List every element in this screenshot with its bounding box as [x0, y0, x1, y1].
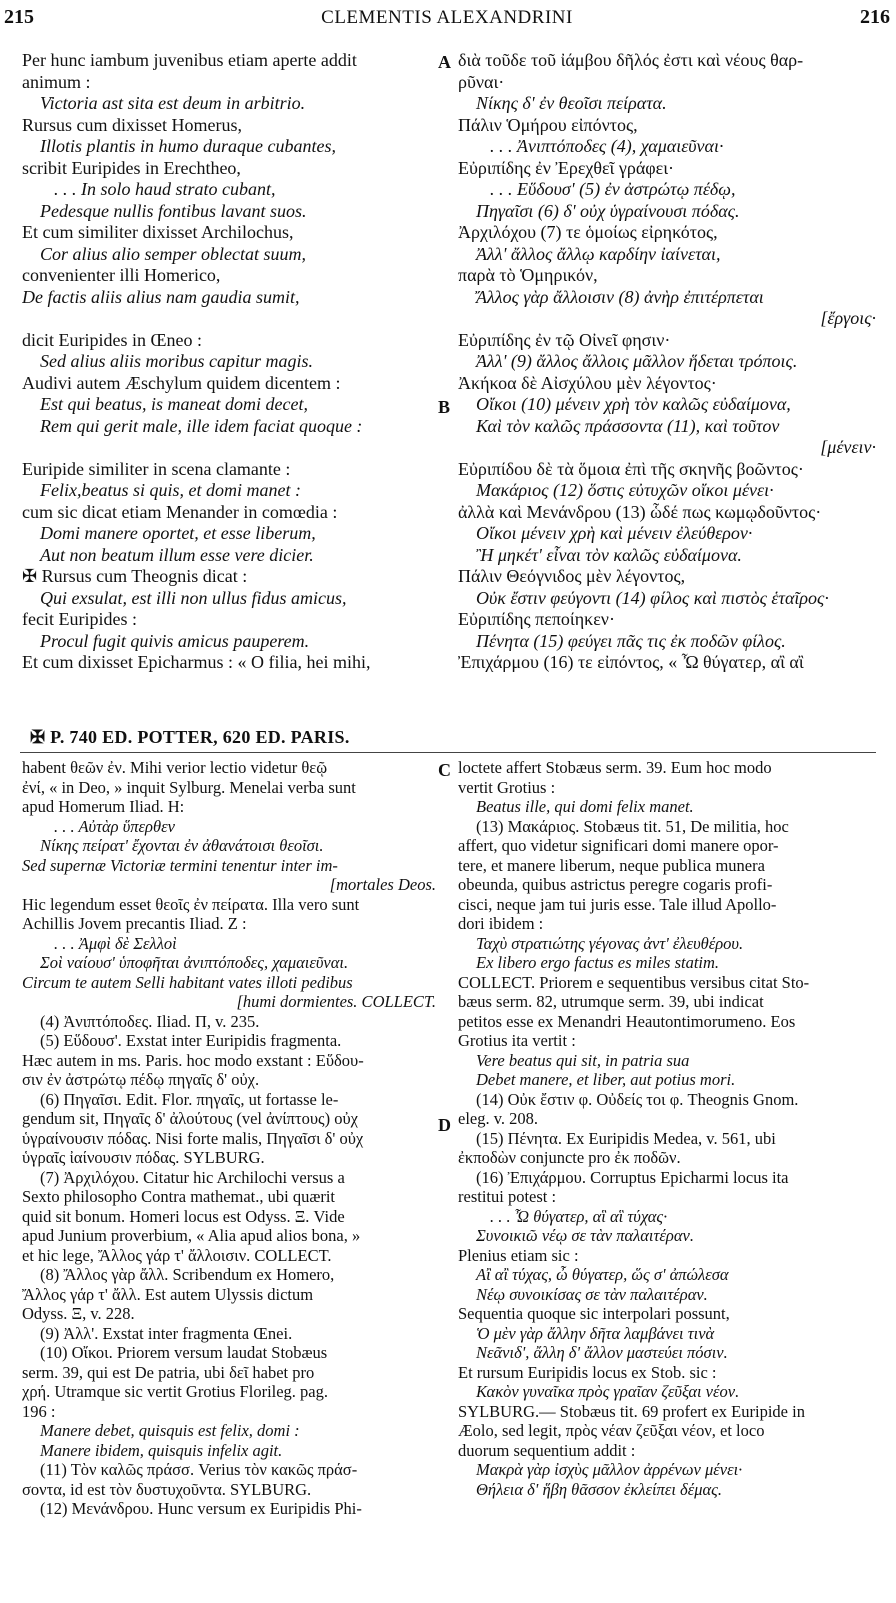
note-line: obeunda, quibus astrictus peregre cogaris profi- — [458, 875, 773, 894]
note-line: (15) Πένητα. Ex Euripidis Medea, v. 561, ubi — [476, 1128, 776, 1148]
verse-line: Domi manere oportet, et esse liberum, — [40, 523, 316, 543]
note-line: eleg. v. 208. — [458, 1109, 539, 1128]
note-verse: Debet manere, et liber, aut potius mori. — [476, 1070, 736, 1089]
text-line: Euripide similiter in scena clamante : — [22, 458, 291, 479]
text-line: Ἀρχιλόχου (7) τε ὁμοίως εἰρηκότος, — [458, 222, 718, 242]
note-verse: Beatus ille, qui domi felix manet. — [476, 797, 694, 816]
text-line: Rursus cum dixisset Homerus, — [22, 114, 242, 135]
note-verse: Sed supernæ Victoriæ termini tenentur inter im- — [22, 855, 338, 875]
note-verse: Ex libero ergo factus es miles statim. — [476, 953, 720, 972]
text-line: dicit Euripides in Œneo : — [22, 329, 202, 350]
note-line: affert, quo videtur significari domi manere opor- — [458, 836, 779, 855]
note-verse: Vere beatus qui sit, in patria sua — [476, 1050, 690, 1070]
note-line: quid sit bonum. Homeri locus est Odyss. Ξ. Vide — [22, 1206, 345, 1226]
margin-marker-d: D — [438, 1115, 451, 1135]
text-line: Εὐριπίδης πεποίηκεν· — [458, 609, 615, 629]
verse-line: Victoria ast sita est deum in arbitrio. — [40, 93, 306, 113]
text-line: Πάλιν Ὁμήρου εἰπόντος, — [458, 114, 638, 135]
note-line: (12) Μενάνδρου. Hunc versum ex Euripidis Phi- — [40, 1499, 362, 1518]
verse-line: Felix,beatus si quis, et domi manet : — [40, 480, 301, 500]
note-line: Sexto philosopho Contra mathemat., ubi quærit — [22, 1187, 336, 1206]
note-line: 196 : — [22, 1401, 56, 1421]
text-line: convenienter illi Homerico, — [22, 265, 221, 285]
note-verse: Ὁ μὲν γὰρ ἄλλην δῆτα λαμβάνει τινὰ — [476, 1323, 715, 1343]
note-verse: Συνοικιῶ νέῳ σε τὰν παλαιτέραν. — [476, 1226, 694, 1245]
verse-line: Οὐκ ἔστιν φεύγοντι (14) φίλος καὶ πιστὸς ἑταῖρος· — [476, 587, 829, 608]
note-line: vertit Grotius : — [458, 777, 556, 797]
note-line: ὑγραίνουσιν πόδας. Nisi forte malis, Πηγαῖσι δ' οὐχ — [22, 1128, 364, 1148]
note-line: Sequentia quoque sic interpolari possunt, — [458, 1304, 730, 1323]
footnote-divider — [20, 752, 876, 753]
text-line: fecit Euripides : — [22, 609, 137, 629]
note-verse: Νέῳ συνοικίσας σε τὰν παλαιτέραν. — [476, 1284, 708, 1304]
note-line: (6) Πηγαῖσι. Edit. Flor. πηγαῖς, ut fortasse le- — [40, 1089, 339, 1109]
text-line: Εὐριπίδης ἐν Ἐρεχθεῖ γράφει· — [458, 157, 675, 178]
margin-marker-c: C — [438, 760, 451, 780]
verse-line: Ἄλλος γὰρ ἄλλοισιν (8) ἀνὴρ ἐπιτέρπεται — [476, 286, 764, 307]
note-verse: . . . Ὦ θύγατερ, αἳ αἳ τύχας· — [490, 1206, 668, 1226]
note-line: Grotius ita vertit : — [458, 1031, 576, 1050]
note-line: ἐκποδὼν conjuncte pro ἐκ ποδῶν. — [458, 1148, 681, 1167]
note-verse: Νίκης πείρατ' ἔχονται ἐν ἀθανάτοισι θεοῖσι. — [40, 836, 324, 855]
text-line: Per hunc iambum juvenibus etiam aperte addit — [22, 50, 357, 70]
text-line: scribit Euripides in Erechtheo, — [22, 157, 241, 178]
text-line: Εὐριπίδης ἐν τῷ Οἰνεῖ φησιν· — [458, 329, 671, 350]
note-line: Plenius etiam sic : — [458, 1245, 579, 1265]
text-line: Et cum dixisset Epicharmus : « O filia, hei mihi, — [22, 652, 371, 672]
text-line: animum : — [22, 71, 91, 92]
note-line: duorum sequentium addit : — [458, 1440, 636, 1460]
note-verse: . . . Ἀμφὶ δὲ Σελλοὶ — [54, 933, 177, 953]
note-line: et hic lege, Ἄλλος γάρ τ' ἄλλοισιν. COLLECT. — [22, 1245, 332, 1265]
note-line: SYLBURG.— Stobæus tit. 69 profert ex Euripide in — [458, 1401, 805, 1421]
verse-line: Sed alius aliis moribus capitur magis. — [40, 351, 314, 371]
note-line: (8) Ἄλλος γὰρ ἄλλ. Scribendum ex Homero, — [40, 1265, 335, 1284]
text-line: ρῦναι· — [458, 71, 505, 92]
note-line: habent θεῶν ἐν. Mihi verior lectio videtur θεῷ — [22, 758, 328, 777]
verse-line: Νίκης δ' ἐν θεοῖσι πείρατα. — [476, 93, 667, 113]
footnotes-left-column — [22, 758, 436, 1519]
note-line: gendum sit, Πηγαῖς δ' ἀλούτους (vel ἀνίπτους) οὐχ — [22, 1109, 358, 1128]
note-line: bæus serm. 82, utrumque serm. 39, ubi indicat — [458, 992, 764, 1011]
verse-line: Cor alius alio semper oblectat suum, — [40, 243, 306, 264]
verse-line: . . . Ἀνιπτόποδες (4), χαμαιεῦναι· — [490, 136, 724, 156]
note-verse: Μακρὰ γὰρ ἰσχὺς μᾶλλον ἀρρένων μένει· — [476, 1460, 743, 1479]
verse-line: . . . In solo haud strato cubant, — [54, 179, 276, 199]
note-verse-continuation: [humi dormientes. COLLECT. — [236, 992, 436, 1011]
note-line: (4) Ἀνιπτόποδες. Iliad. Π, v. 235. — [40, 1011, 260, 1031]
margin-marker-a: A — [438, 52, 451, 72]
text-line: Πάλιν Θεόγνιδος μὲν λέγοντος, — [458, 566, 686, 586]
note-verse: Κακὸν γυναῖκα πρὸς γραῖαν ζεῦξαι νέον. — [476, 1382, 740, 1401]
note-line: apud Homerum Iliad. H: — [22, 797, 185, 816]
note-line: petitos esse ex Menandri Heautontimorumeno. Eos — [458, 1011, 796, 1031]
verse-line: Καὶ τὸν καλῶς πράσσοντα (11), καὶ τοῦτον — [476, 415, 780, 436]
note-verse: Σοὶ ναίουσ' ὑποφῆται ἀνιπτόποδες, χαμαιεῦναι. — [40, 953, 349, 972]
edition-reference: ✠ P. 740 ED. POTTER, 620 ED. PARIS. — [30, 727, 350, 747]
verse-line: Illotis plantis in humo duraque cubantes, — [40, 136, 336, 156]
note-line: σοντα, id est τὸν δυστυχοῦντα. SYLBURG. — [22, 1479, 312, 1499]
note-line: (5) Εὕδουσ'. Exstat inter Euripidis fragmenta. — [40, 1031, 342, 1050]
note-line: serm. 39, qui est De patria, ubi δεῖ habet pro — [22, 1362, 315, 1382]
page-number-left: 215 — [4, 6, 34, 28]
note-line: Achillis Jovem precantis Iliad. Z : — [22, 914, 247, 933]
verse-line: Aut non beatum illum esse vere dicier. — [40, 544, 314, 565]
verse-line: Est qui beatus, is maneat domi decet, — [40, 394, 308, 414]
greek-text-column — [458, 50, 876, 674]
text-line: ἀλλὰ καὶ Μενάνδρου (13) ὧδέ πως κωμῳδοῦντος· — [458, 501, 822, 522]
verse-line: Pedesque nullis fontibus lavant suos. — [40, 200, 307, 221]
note-line: Ἄλλος γάρ τ' ἄλλ. Est autem Ulyssis dictum — [22, 1284, 314, 1304]
text-line: Ἐπιχάρμου (16) τε εἰπόντος, « Ὦ θύγατερ, αἲ αἲ — [458, 652, 804, 672]
page-number-right: 216 — [860, 6, 890, 28]
verse-line: . . . Εὕδουσ' (5) ἐν ἀστρώτῳ πέδῳ, — [490, 179, 736, 199]
note-line: COLLECT. Priorem e sequentibus versibus citat Sto- — [458, 972, 810, 992]
verse-continuation: [ἔργοις· — [820, 308, 876, 328]
text-line: παρὰ τὸ Ὁμηρικόν, — [458, 265, 598, 285]
note-line: (16) Ἐπιχάρμου. Corruptus Epicharmi locus ita — [476, 1167, 789, 1187]
verse-line: Ἀλλ' ἄλλος ἄλλῳ καρδίην ἰαίνεται, — [476, 243, 721, 264]
text-line: ✠ Rursus cum Theognis dicat : — [22, 566, 248, 586]
verse-line: Μακάριος (12) ὅστις εὐτυχῶν οἴκοι μένει· — [476, 480, 774, 500]
note-line: restitui potest : — [458, 1187, 557, 1206]
text-line: Et cum similiter dixisset Archilochus, — [22, 222, 294, 242]
text-line: Ἀκήκοα δὲ Αἰσχύλου μὲν λέγοντος· — [458, 372, 717, 393]
note-line: Æolo, sed legit, πρὸς νέαν ζεῦξαι νέον, et loco — [458, 1421, 765, 1440]
note-line: (9) Ἀλλ'. Exstat inter fragmenta Œnei. — [40, 1323, 293, 1343]
note-verse: Manere ibidem, quisquis infelix agit. — [40, 1440, 283, 1460]
verse-continuation: [μένειν· — [820, 437, 876, 457]
verse-line: Οἴκοι μένειν χρὴ καὶ μένειν ἐλεύθερον· — [476, 523, 753, 543]
note-line: (14) Οὐκ ἔστιν φ. Οὐδείς τοι φ. Theognis Gnom. — [476, 1089, 799, 1109]
running-title: CLEMENTIS ALEXANDRINI — [321, 7, 573, 28]
note-line: Hæc autem in ms. Paris. hoc modo exstant : Εὕδου- — [22, 1050, 364, 1070]
note-line: (13) Μακάριος. Stobæus tit. 51, De militia, hoc — [476, 816, 789, 836]
note-line: Hic legendum esset θεοῖς ἐν πείρατα. Illa vero sunt — [22, 894, 360, 914]
text-line: Εὐριπίδου δὲ τὰ ὅμοια ἐπὶ τῆς σκηνῆς βοῶντος· — [458, 458, 804, 479]
verse-line: Qui exsulat, est illi non ullus fidus amicus, — [40, 587, 347, 608]
verse-line: Πηγαῖσι (6) δ' οὐχ ὑγραίνουσι πόδας. — [476, 200, 740, 221]
verse-line: Procul fugit quivis amicus pauperem. — [40, 630, 310, 651]
note-verse: Νεᾶνιδ', ἄλλη δ' ἄλλον μαστεύει πόσιν. — [476, 1343, 728, 1362]
note-line: χρή. Utramque sic vertit Grotius Florileg. pag. — [22, 1382, 329, 1401]
note-line: ἐνί, « in Deo, » inquit Sylburg. Menelai verba sunt — [22, 777, 356, 797]
verse-line: Οἴκοι (10) μένειν χρὴ τὸν καλῶς εὐδαίμονα, — [476, 394, 791, 414]
text-line: Audivi autem Æschylum quidem dicentem : — [22, 372, 341, 393]
note-verse: Αἲ αἲ τύχας, ὦ θύγατερ, ὥς σ' ἀπώλεσα — [476, 1265, 729, 1284]
blank-line — [22, 308, 436, 330]
latin-text-column — [22, 50, 436, 674]
note-verse: . . . Αὐτὰρ ὕπερθεν — [54, 816, 175, 836]
note-line: Et rursum Euripidis locus ex Stob. sic : — [458, 1362, 717, 1382]
text-line: cum sic dicat etiam Menander in comœdia : — [22, 501, 338, 522]
note-line: Odyss. Ξ, v. 228. — [22, 1304, 135, 1323]
note-line: ὑγραῖς ἰαίνουσιν πόδας. SYLBURG. — [22, 1148, 265, 1167]
note-line: cisci, neque jam tui juris esse. Tale illud Apollo- — [458, 894, 777, 914]
running-header — [4, 6, 890, 32]
blank-line — [22, 437, 436, 459]
verse-line: Πένητα (15) φεύγει πᾶς τις ἐκ ποδῶν φίλος. — [476, 630, 786, 651]
note-line: (7) Ἀρχιλόχου. Citatur hic Archilochi versus a — [40, 1167, 345, 1187]
note-line: (11) Τὸν καλῶς πράσσ. Verius τὸν κακῶς πράσ- — [40, 1460, 358, 1479]
verse-line: De factis aliis alius nam gaudia sumit, — [22, 286, 300, 307]
verse-line: Ἀλλ' (9) ἄλλος ἄλλοις μᾶλλον ἥδεται τρόποις. — [476, 351, 798, 371]
footnotes-right-column — [458, 758, 876, 1499]
verse-line: Rem qui gerit male, ille idem faciat quoque : — [40, 415, 363, 436]
note-line: (10) Οἴκοι. Priorem versum laudat Stobæus — [40, 1343, 328, 1362]
note-line: loctete affert Stobæus serm. 39. Eum hoc modo — [458, 758, 772, 777]
note-verse: Θήλεια δ' ἥβη θᾶσσον ἐκλείπει δέμας. — [476, 1479, 722, 1499]
verse-line: Ἢ μηκέτ' εἶναι τὸν καλῶς εὐδαίμονα. — [476, 544, 742, 565]
text-line: διὰ τοῦδε τοῦ ἰάμβου δῆλός ἐστι καὶ νέους θαρ- — [458, 50, 804, 70]
note-verse: Ταχὺ στρατιώτης γέγονας ἀντ' ἐλευθέρου. — [476, 933, 744, 953]
note-verse: Manere debet, quisquis est felix, domi : — [40, 1421, 300, 1440]
note-line: apud Junium proverbium, « Alia apud alios bona, » — [22, 1226, 361, 1245]
note-line: dori ibidem : — [458, 914, 544, 933]
note-verse: Circum te autem Selli habitant vates illoti pedibus — [22, 972, 353, 992]
note-line: tere, et manere liberum, neque publica munera — [458, 855, 765, 875]
note-verse-continuation: [mortales Deos. — [329, 875, 436, 894]
margin-marker-b: B — [438, 397, 451, 417]
note-line: σιν ἐν ἀστρώτῳ πέδῳ πηγαῖς δ' οὐχ. — [22, 1070, 260, 1089]
